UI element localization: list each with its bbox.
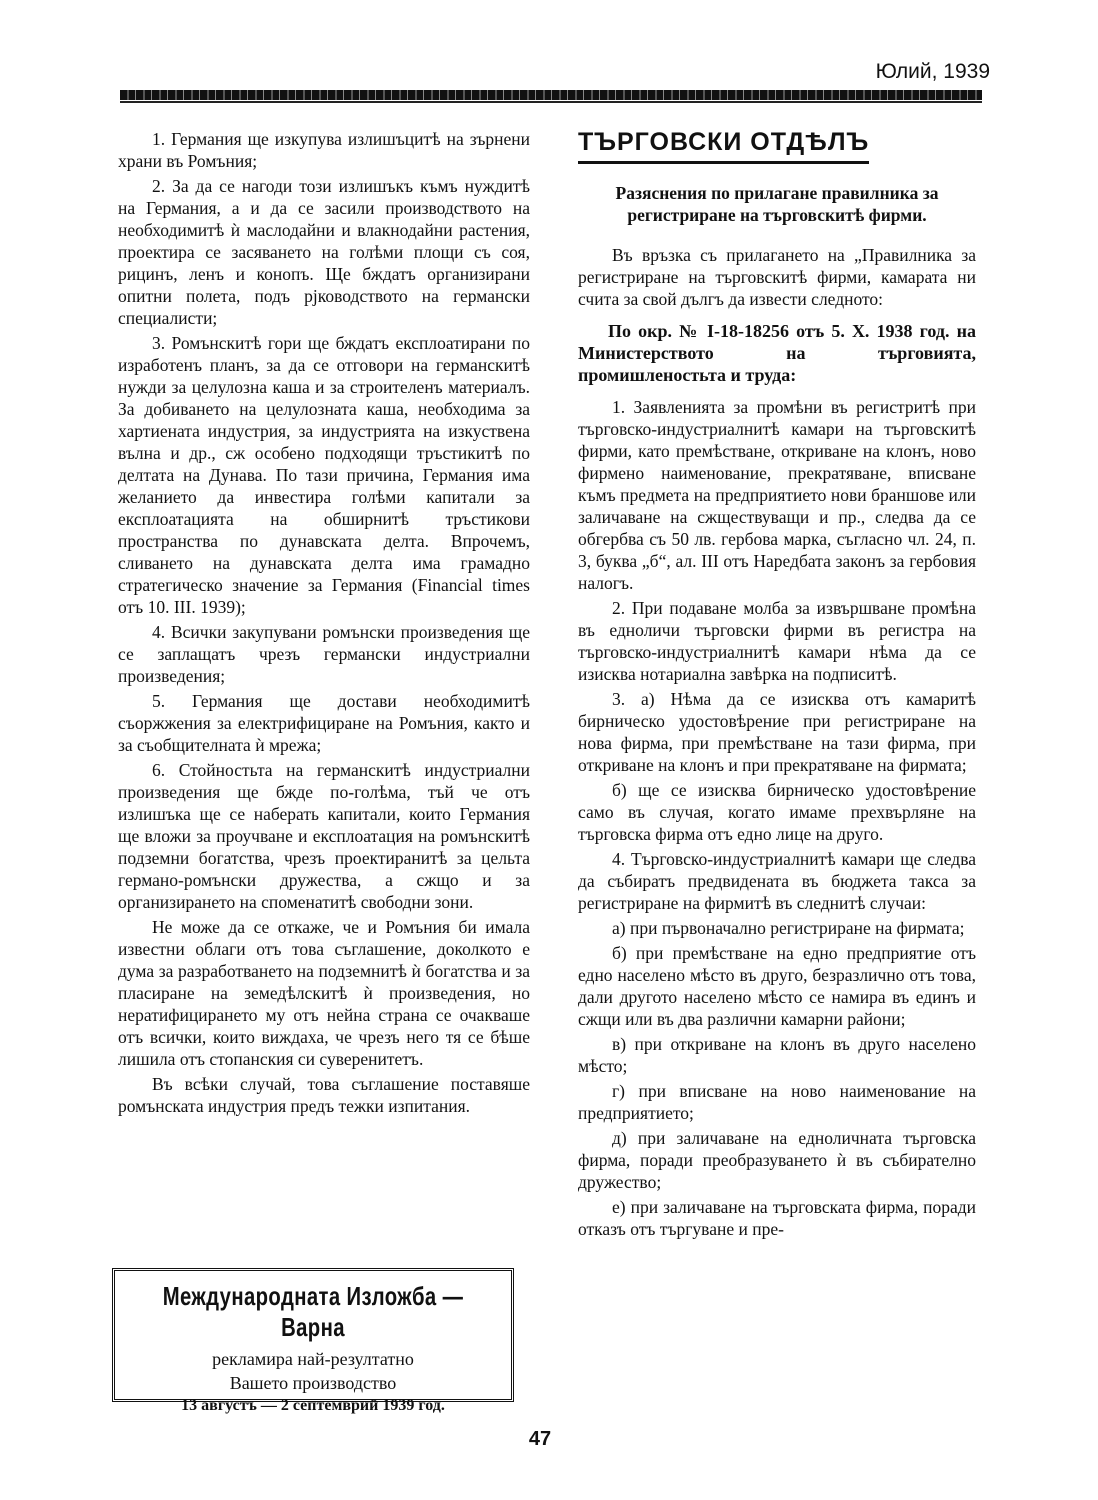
- advertisement-line: Вашето производство: [229, 1373, 397, 1393]
- paragraph: 4. Всички закупувани ромънски произведения ще се заплащатъ чрезъ германски индустриални произведения;: [118, 622, 530, 686]
- paragraph: е) при заличаване на търговската фирма, поради отказъ отъ търгуване и пре-: [578, 1197, 976, 1239]
- page-number: 47: [528, 1428, 552, 1450]
- paragraph: Въ всѣки случай, това съглашение поставяше ромънската индустрия предъ тежки изпитания.: [118, 1074, 530, 1116]
- article-subtitle: Разяснения по прилагане правилника за регистриране на търговскитѣ фирми.: [615, 183, 939, 225]
- intro-paragraph: Въ връзка съ прилагането на „Правилника за регистриране на търговскитѣ фирми, камарата ни счита за свой дългъ да извести следното:: [578, 245, 976, 309]
- order-reference: По окр. № I-18-18256 отъ 5. X. 1938 год. на Министерството на търговията, промишленостьта и труда:: [578, 321, 976, 385]
- paragraph: 2. За да се нагоди този излишъкъ къмъ нуждитѣ на Германия, а и да се засили производството на необходимитѣ ѝ маслодайни и влакнодайни растения, проектира се засяването на голѣми площи съ соя, рицинъ, ленъ и конопъ. Ще бждатъ организирани опитни полета, подъ рjководството на германски специалисти;: [118, 176, 530, 328]
- right-column: [578, 128, 976, 1243]
- header-rule: [120, 90, 982, 100]
- advertisement-title: Международната Изложба — Варна: [162, 1281, 464, 1342]
- paragraph: в) при откриване на клонъ въ друго населено мѣсто;: [578, 1034, 976, 1076]
- paragraph: г) при вписване на ново наименование на предприятието;: [578, 1081, 976, 1123]
- paragraph: 1. Германия ще изкупува излишъцитѣ на зърнени храни въ Ромъния;: [118, 129, 530, 171]
- paragraph: б) при премѣстване на едно предприятие отъ едно населено мѣсто въ друго, безразлично отъ това, дали другото населено мѣсто се намира въ единъ и сжщи или въ два различни камарни райони;: [578, 943, 976, 1029]
- paragraph: б) ще се изисква бирническо удостовѣрение само въ случая, когато имаме прехвърляне на търговска фирма отъ едно лице на друго.: [578, 780, 976, 844]
- paragraph: д) при заличаване на едноличната търговска фирма, поради преобразуването ѝ въ събирателно дружество;: [578, 1128, 976, 1192]
- paragraph: 2. При подаване молба за извършване промѣна въ едноличи търговски фирми въ регистра на търговско-индустриалнитѣ камари нѣма да се изисква нотариална завѣрка на подписитѣ.: [578, 598, 976, 684]
- section-title: ТЪРГОВСКИ ОТДѢЛЪ: [578, 128, 869, 164]
- advertisement-box: [112, 1268, 514, 1414]
- advertisement-line: рекламира най-резултатно: [212, 1349, 414, 1369]
- paragraph: 1. Заявленията за промѣни въ регистритѣ при търговско-индустриалнитѣ камари на търговскитѣ фирми, като премѣстване, откриване на клонъ, ново фирмено наименование, прекратяване, вписване къмъ предмета на предприятието нови браншове или заличаване на сжществуващи и пр., следва да се обгербва съ 50 лв. гербова марка, съгласно чл. 24, п. 3, буква „б“, ал. III отъ Наредбата законъ за гербовия налогъ.: [578, 397, 976, 593]
- header-rule-thin: [120, 101, 982, 103]
- issue-date: Юлий, 1939: [875, 60, 990, 83]
- paragraph: 6. Стойностьта на германскитѣ индустриални произведения ще бжде по-голѣма, тъй че отъ излишъка ще се наберать капитали, които Германия ще вложи за проучване и експлоатация на ромънскитѣ подземни богатства, чрезъ проектиранитѣ за цельта германо-ромънски дружества, а сжщо и за организирането на споменатитѣ свободни зони.: [118, 760, 530, 912]
- paragraph: 4. Търговско-индустриалнитѣ камари ще следва да събиратъ предвидената въ бюджета такса за регистриране на фирмитѣ въ следнитѣ случаи:: [578, 849, 976, 913]
- paragraph: 5. Германия ще достави необходимитѣ съоржжения за електрифициране на Ромъния, както и за съобщителната ѝ мрежа;: [118, 691, 530, 755]
- paragraph: 3. а) Нѣма да се изисква отъ камаритѣ бирническо удостовѣрение при регистриране на нова фирма, при премѣстване на тази фирма, при откриване на клонъ и при прекратяване на фирмата;: [578, 689, 976, 775]
- paragraph: Не може да се откаже, че и Ромъния би имала известни облаги отъ това съглашение, доколкото е дума за разработването на подземнитѣ ѝ богатства и за пласиране на земедѣлскитѣ ѝ произведения, но нератифицирането му отъ нейна страна се очакваше отъ всички, които виждаха, че чрезъ него тя се бѣше лишила отъ стопанския си суверенитетъ.: [118, 917, 530, 1069]
- advertisement-dates: 13 августъ — 2 септемврий 1939 год.: [181, 1397, 445, 1414]
- left-column: [118, 128, 530, 1120]
- paragraph: 3. Ромънскитѣ гори ще бждатъ експлоатирани по изработенъ планъ, за да се отговори на германскитѣ нужди за целулозна каша и за строителенъ материалъ. За добиването на целулозната каша, необходима за хартиената индустрия, за индустрията на изкуствена вълна и др., сж особено подходящи тръстикитѣ по делтата на Дунава. По тази причина, Германия има желанието да инвестира голѣми капитали за експлоатацията на обширнитѣ тръстикови пространства по дунавската делта. Впрочемъ, сливането на дунавската делта има грамадно стратегическо значение за Германия (Financial times отъ 10. III. 1939);: [118, 333, 530, 617]
- paragraph: а) при първоначално регистриране на фирмата;: [612, 918, 965, 938]
